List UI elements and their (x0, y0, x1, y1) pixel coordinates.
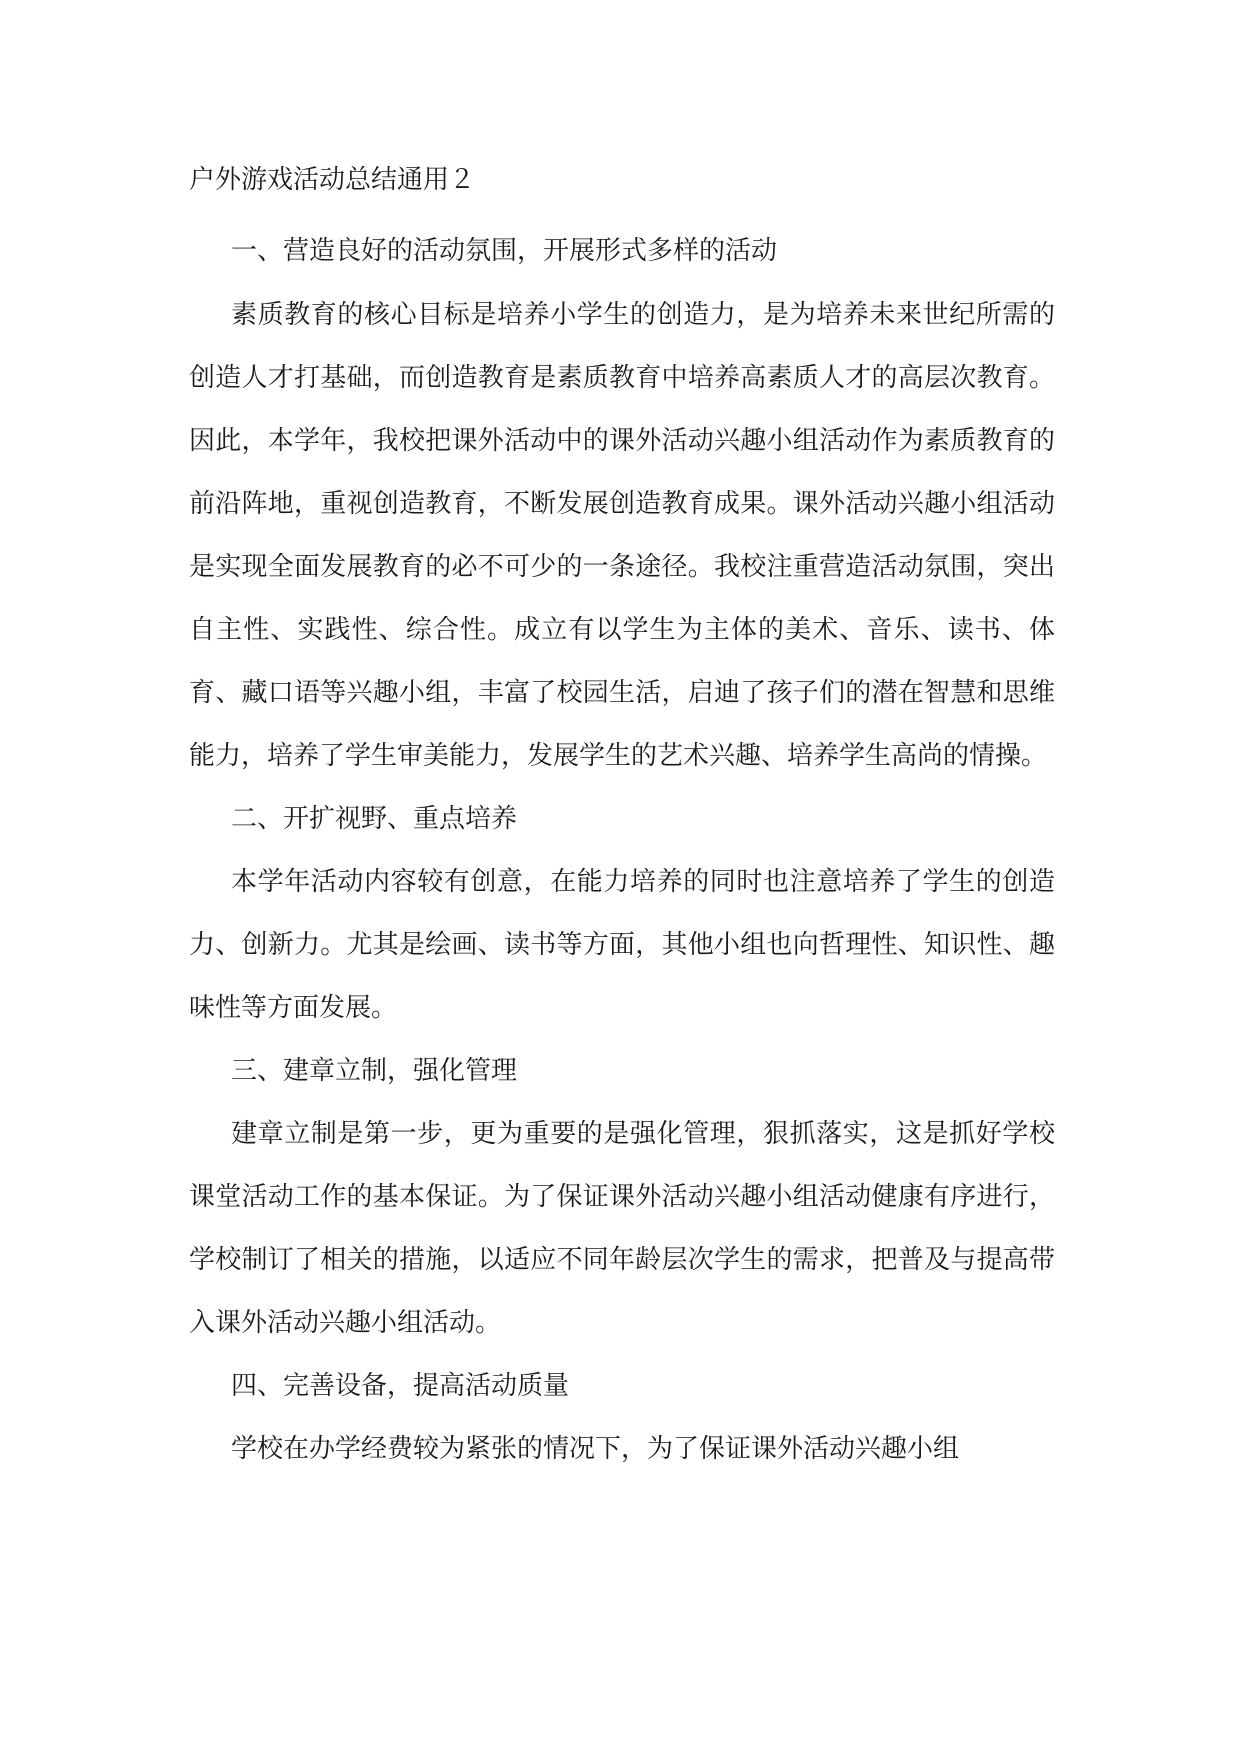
section-1-paragraph: 素质教育的核心目标是培养小学生的创造力，是为培养未来世纪所需的创造人才打基础，而创造教育是素质教育中培养高素质人才的高层次教育。因此，本学年，我校把课外活动中的课外活动兴趣小组活动作为素质教育的前沿阵地，重视创造教育，不断发展创造教育成果。课外活动兴趣小组活动是实现全面发展教育的必不可少的一条途径。我校注重营造活动氛围，突出自主性、实践性、综合性。成立有以学生为主体的美术、音乐、读书、体育、藏口语等兴趣小组，丰富了校园生活，启迪了孩子们的潜在智慧和思维能力，培养了学生审美能力，发展学生的艺术兴趣、培养学生高尚的情操。 (189, 300, 1055, 771)
section-4-heading: 四、完善设备，提高活动质量 (231, 1371, 570, 1401)
section-2-heading: 二、开扩视野、重点培养 (231, 804, 518, 834)
section-4-paragraph: 学校在办学经费较为紧张的情况下，为了保证课外活动兴趣小组 (231, 1434, 960, 1464)
document-title: 户外游戏活动总结通用２ (189, 165, 476, 195)
section-3-paragraph: 建章立制是第一步，更为重要的是强化管理，狠抓落实，这是抓好学校课堂活动工作的基本保证。为了保证课外活动兴趣小组活动健康有序进行，学校制订了相关的措施，以适应不同年龄层次学生的需求，把普及与提高带入课外活动兴趣小组活动。 (189, 1119, 1055, 1338)
document-page (189, 163, 1055, 1481)
section-1-heading: 一、营造良好的活动氛围，开展形式多样的活动 (231, 236, 778, 266)
section-3-heading: 三、建章立制，强化管理 (231, 1056, 518, 1086)
section-2-paragraph: 本学年活动内容较有创意，在能力培养的同时也注意培养了学生的创造力、创新力。尤其是绘画、读书等方面，其他小组也向哲理性、知识性、趣味性等方面发展。 (189, 867, 1055, 1023)
